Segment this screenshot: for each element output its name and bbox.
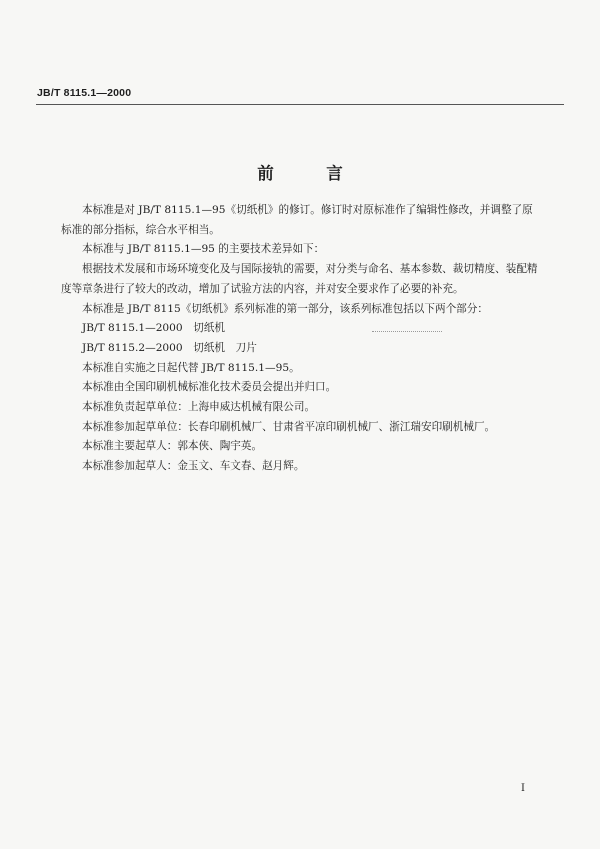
header-rule xyxy=(36,104,564,105)
paragraph-revision: 本标准是对 JB/T 8115.1—95《切纸机》的修订。修订时对原标准作了编辑性修改，并调整了原标准的部分指标，综合水平相当。 xyxy=(61,204,533,236)
paragraph-series-intro: 本标准是 JB/T 8115《切纸机》系列标准的第一部分，该系列标准包括以下两个部分： xyxy=(82,302,488,315)
paragraph-differences-detail: 根据技术发展和市场环境变化及与国际接轨的需要，对分类与命名、基本参数、裁切精度、装配精度等章条进行了较大的改动，增加了试验方法的内容，并对安全要求作了必要的补充。 xyxy=(61,263,538,295)
paragraph-proposed-by: 本标准由全国印刷机械标准化技术委员会提出并归口。 xyxy=(82,381,337,394)
standard-code-header: JB/T 8115.1—2000 xyxy=(37,87,132,99)
paragraph-main-drafters: 本标准主要起草人：郭本俠、陶宇英。 xyxy=(82,440,263,453)
paragraph-participating-drafters: 本标准参加起草人：金玉文、车文春、赵月辉。 xyxy=(82,460,305,473)
paragraph-differences-intro: 本标准与 JB/T 8115.1—95 的主要技术差异如下： xyxy=(82,243,325,256)
scan-artifact-line xyxy=(372,331,442,332)
paragraph-replaces: 本标准自实施之日起代替 JB/T 8115.1—95。 xyxy=(82,361,300,374)
paragraph-drafting-unit: 本标准负责起草单位：上海申威达机械有限公司。 xyxy=(82,401,316,414)
list-item-part1: JB/T 8115.1—2000 切纸机 xyxy=(82,322,226,335)
foreword-body xyxy=(61,201,542,477)
page-title: 前 言 xyxy=(257,164,361,183)
page-number: I xyxy=(521,783,525,794)
paragraph-participating-units: 本标准参加起草单位：长春印刷机械厂、甘肃省平凉印刷机械厂、浙江瑞安印刷机械厂。 xyxy=(82,420,496,433)
list-item-part2: JB/T 8115.2—2000 切纸机 刀片 xyxy=(82,341,257,354)
